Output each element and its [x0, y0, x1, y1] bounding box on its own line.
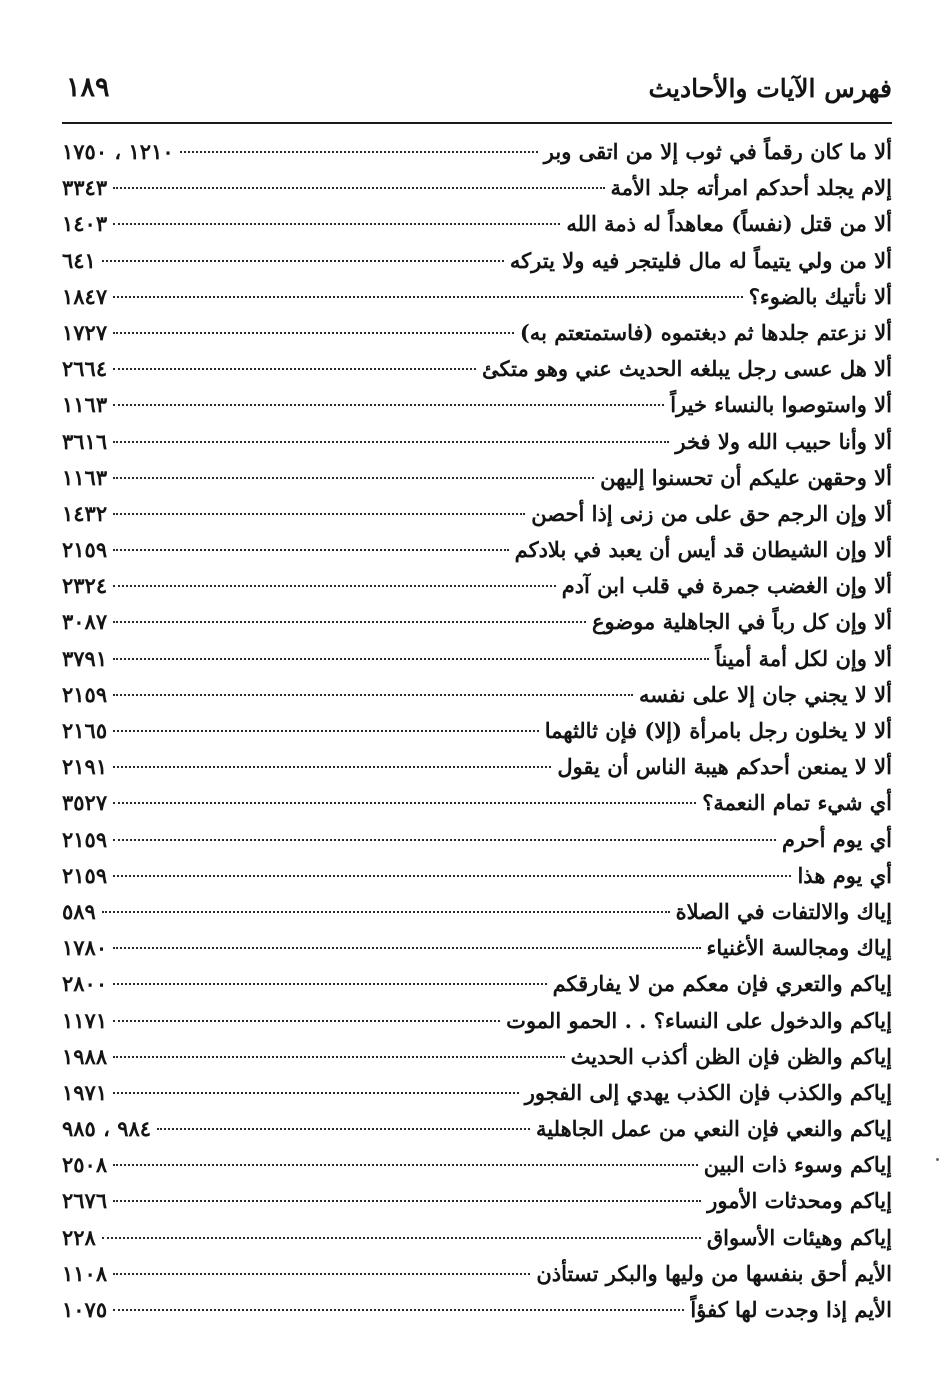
entry-text: ألا وإن كل رباً في الجاهلية موضوع — [591, 609, 892, 635]
dot-leader — [113, 621, 586, 623]
entry-refs: ١١٠٨ — [62, 1260, 108, 1286]
index-entry — [62, 1183, 892, 1219]
margin-speck — [936, 1158, 939, 1161]
entry-refs: ٢١٥٩ — [62, 826, 108, 852]
entry-text: ألا ما كان رقماً في ثوب إلا من اتقى وبر — [543, 139, 892, 164]
dot-leader — [113, 1056, 564, 1058]
entry-text: ألا هل عسى رجل يبلغه الحديث عني وهو متكئ — [482, 356, 892, 382]
entry-refs: ٢٦٦٤ — [62, 356, 108, 382]
page-number: ١٨٩ — [66, 72, 110, 103]
entry-refs: ١٧٨٠ — [62, 935, 108, 961]
dot-leader — [113, 1200, 701, 1202]
dot-leader — [113, 441, 669, 443]
entry-text: أي شيء تمام النعمة؟ — [702, 790, 892, 816]
dot-leader — [113, 947, 700, 949]
entry-refs: ٢٢٨ — [62, 1224, 96, 1250]
entry-refs: ٣٧٩١ — [62, 645, 108, 671]
dot-leader — [113, 1020, 500, 1022]
entry-refs: ٢١٥٩ — [62, 862, 108, 888]
entry-text: إياكم والدخول على النساء؟ . . الحمو الموت — [506, 1007, 892, 1033]
entry-refs: ٢٣٢٤ — [62, 573, 108, 599]
index-entry — [62, 315, 892, 351]
dot-leader — [102, 260, 504, 262]
index-entry — [62, 568, 892, 604]
index-entry — [62, 930, 892, 966]
entry-refs: ١١٧١ — [62, 1007, 108, 1033]
entry-text: ألا نأتيك بالضوء؟ — [748, 283, 892, 309]
index-entry — [62, 822, 892, 858]
index-entry — [62, 1111, 892, 1147]
entry-text: إياكم والظن فإن الظن أكذب الحديث — [570, 1043, 892, 1069]
entry-refs: ٢١٩١ — [62, 754, 108, 780]
entry-text: إياكم وسوء ذات البين — [703, 1152, 892, 1178]
dot-leader — [113, 549, 508, 551]
index-entry — [62, 206, 892, 242]
index-entry — [62, 1292, 892, 1328]
entry-text: أي يوم أحرم — [782, 826, 892, 852]
entry-text: ألا وإن لكل أمة أميناً — [715, 645, 892, 671]
dot-leader — [113, 839, 776, 841]
entry-text: ألا واستوصوا بالنساء خيراً — [670, 392, 892, 418]
page-header — [62, 72, 892, 112]
dot-leader — [113, 368, 476, 370]
index-entry — [62, 894, 892, 930]
dot-leader — [113, 766, 551, 768]
entry-text: إياكم والنعي فإن النعي من عمل الجاهلية — [536, 1116, 892, 1142]
dot-leader — [102, 1237, 701, 1239]
entry-refs: ٢٦٧٦ — [62, 1188, 108, 1214]
index-entry — [62, 460, 892, 496]
index-entry — [62, 351, 892, 387]
entry-refs: ٥٨٩ — [62, 898, 96, 924]
index-entry — [62, 966, 892, 1002]
entry-text: إياكم والكذب فإن الكذب يهدي إلى الفجور — [524, 1079, 892, 1105]
entry-refs: ٢٨٠٠ — [62, 971, 108, 997]
entry-text: ألا من ولي يتيماً له مال فليتجر فيه ولا يتركه — [509, 247, 892, 273]
index-entry — [62, 677, 892, 713]
entry-text: الأيم إذا وجدت لها كفؤاً — [690, 1297, 892, 1322]
entry-text: إياك ومجالسة الأغنياء — [706, 935, 892, 961]
entry-text: ألا من قتل (نفساً) معاهداً له ذمة الله — [566, 211, 892, 237]
entry-refs: ٣٠٨٧ — [62, 609, 108, 635]
entry-refs: ٢١٥٩ — [62, 537, 108, 563]
entry-refs: ٣٦١٦ — [62, 428, 108, 454]
entry-text: ألا لا يخلون رجل بامرأة (إلا) فإن ثالثهما — [544, 718, 892, 743]
entry-refs: ١٤٠٣ — [62, 211, 108, 237]
dot-leader — [113, 513, 525, 515]
entry-refs: ٩٨٤ ، ٩٨٥ — [62, 1116, 152, 1142]
entry-refs: ٢١٦٥ — [62, 718, 108, 743]
entry-refs: ١٧٢٧ — [62, 319, 108, 345]
index-entry — [62, 1003, 892, 1039]
index-entry — [62, 785, 892, 821]
index-entry — [62, 387, 892, 423]
dot-leader — [113, 875, 791, 877]
dot-leader — [113, 223, 560, 225]
entry-text: إياكم وهيئات الأسواق — [706, 1224, 892, 1250]
dot-leader — [113, 404, 664, 406]
entry-refs: ١١٦٣ — [62, 464, 108, 490]
entry-text: الأيم أحق بنفسها من وليها والبكر تستأذن — [536, 1260, 892, 1286]
entry-refs: ٣٣٤٣ — [62, 175, 108, 201]
index-entry-list — [62, 134, 892, 1328]
entry-text: إلام يجلد أحدكم امرأته جلد الأمة — [610, 175, 892, 201]
dot-leader — [113, 658, 709, 660]
index-entry — [62, 532, 892, 568]
entry-text: إياك والالتفات في الصلاة — [675, 898, 892, 924]
entry-refs: ١٠٧٥ — [62, 1297, 108, 1322]
index-entry — [62, 749, 892, 785]
entry-refs: ٦٤١ — [62, 247, 96, 273]
entry-text: ألا وإن الرجم حق على من زنى إذا أحصن — [531, 500, 892, 526]
index-entry — [62, 243, 892, 279]
index-entry — [62, 279, 892, 315]
index-entry — [62, 424, 892, 460]
index-entry — [62, 641, 892, 677]
entry-text: ألا وإن الشيطان قد أيس أن يعبد في بلادكم — [514, 537, 892, 563]
entry-refs: ١٢١٠ ، ١٧٥٠ — [62, 139, 174, 164]
entry-text: ألا وحقهن عليكم أن تحسنوا إليهن — [600, 464, 892, 490]
index-entry — [62, 1256, 892, 1292]
entry-text: إياكم ومحدثات الأمور — [707, 1188, 892, 1214]
dot-leader — [113, 1092, 519, 1094]
dot-leader — [102, 911, 670, 913]
index-entry — [62, 496, 892, 532]
entry-text: ألا لا يمنعن أحدكم هيبة الناس أن يقول — [557, 754, 892, 780]
dot-leader — [113, 296, 743, 298]
entry-text: ألا وإن الغضب جمرة في قلب ابن آدم — [561, 573, 892, 599]
entry-text: ألا نزعتم جلدها ثم دبغتموه (فاستمتعتم به) — [519, 319, 892, 345]
running-title: فهرس الآيات والأحاديث — [648, 74, 892, 103]
entry-text: ألا لا يجني جان إلا على نفسه — [639, 681, 892, 707]
index-entry — [62, 1075, 892, 1111]
dot-leader — [113, 477, 594, 479]
dot-leader — [113, 1164, 698, 1166]
entry-refs: ١١٦٣ — [62, 392, 108, 418]
index-entry — [62, 170, 892, 206]
dot-leader — [113, 802, 696, 804]
index-entry — [62, 858, 892, 894]
entry-refs: ١٩٧١ — [62, 1079, 108, 1105]
index-entry — [62, 713, 892, 749]
dot-leader — [113, 983, 546, 985]
dot-leader — [180, 151, 538, 153]
index-entry — [62, 1220, 892, 1256]
entry-text: أي يوم هذا — [797, 862, 892, 888]
entry-refs: ٣٥٢٧ — [62, 790, 108, 816]
header-rule — [62, 122, 892, 124]
entry-refs: ١٨٤٧ — [62, 283, 108, 309]
dot-leader — [113, 1273, 530, 1275]
entry-text: إياكم والتعري فإن معكم من لا يفارقكم — [552, 971, 892, 997]
entry-refs: ١٤٣٢ — [62, 500, 108, 526]
dot-leader — [157, 1128, 530, 1130]
entry-refs: ١٩٨٨ — [62, 1043, 108, 1069]
index-entry — [62, 1039, 892, 1075]
dot-leader — [113, 332, 514, 334]
dot-leader — [113, 585, 556, 587]
dot-leader — [113, 694, 633, 696]
index-entry — [62, 1147, 892, 1183]
dot-leader — [113, 1309, 684, 1311]
entry-refs: ٢١٥٩ — [62, 681, 108, 707]
dot-leader — [113, 730, 539, 732]
index-entry — [62, 604, 892, 640]
dot-leader — [113, 187, 604, 189]
entry-refs: ٢٥٠٨ — [62, 1152, 108, 1178]
index-entry — [62, 134, 892, 170]
entry-text: ألا وأنا حبيب الله ولا فخر — [675, 428, 892, 454]
